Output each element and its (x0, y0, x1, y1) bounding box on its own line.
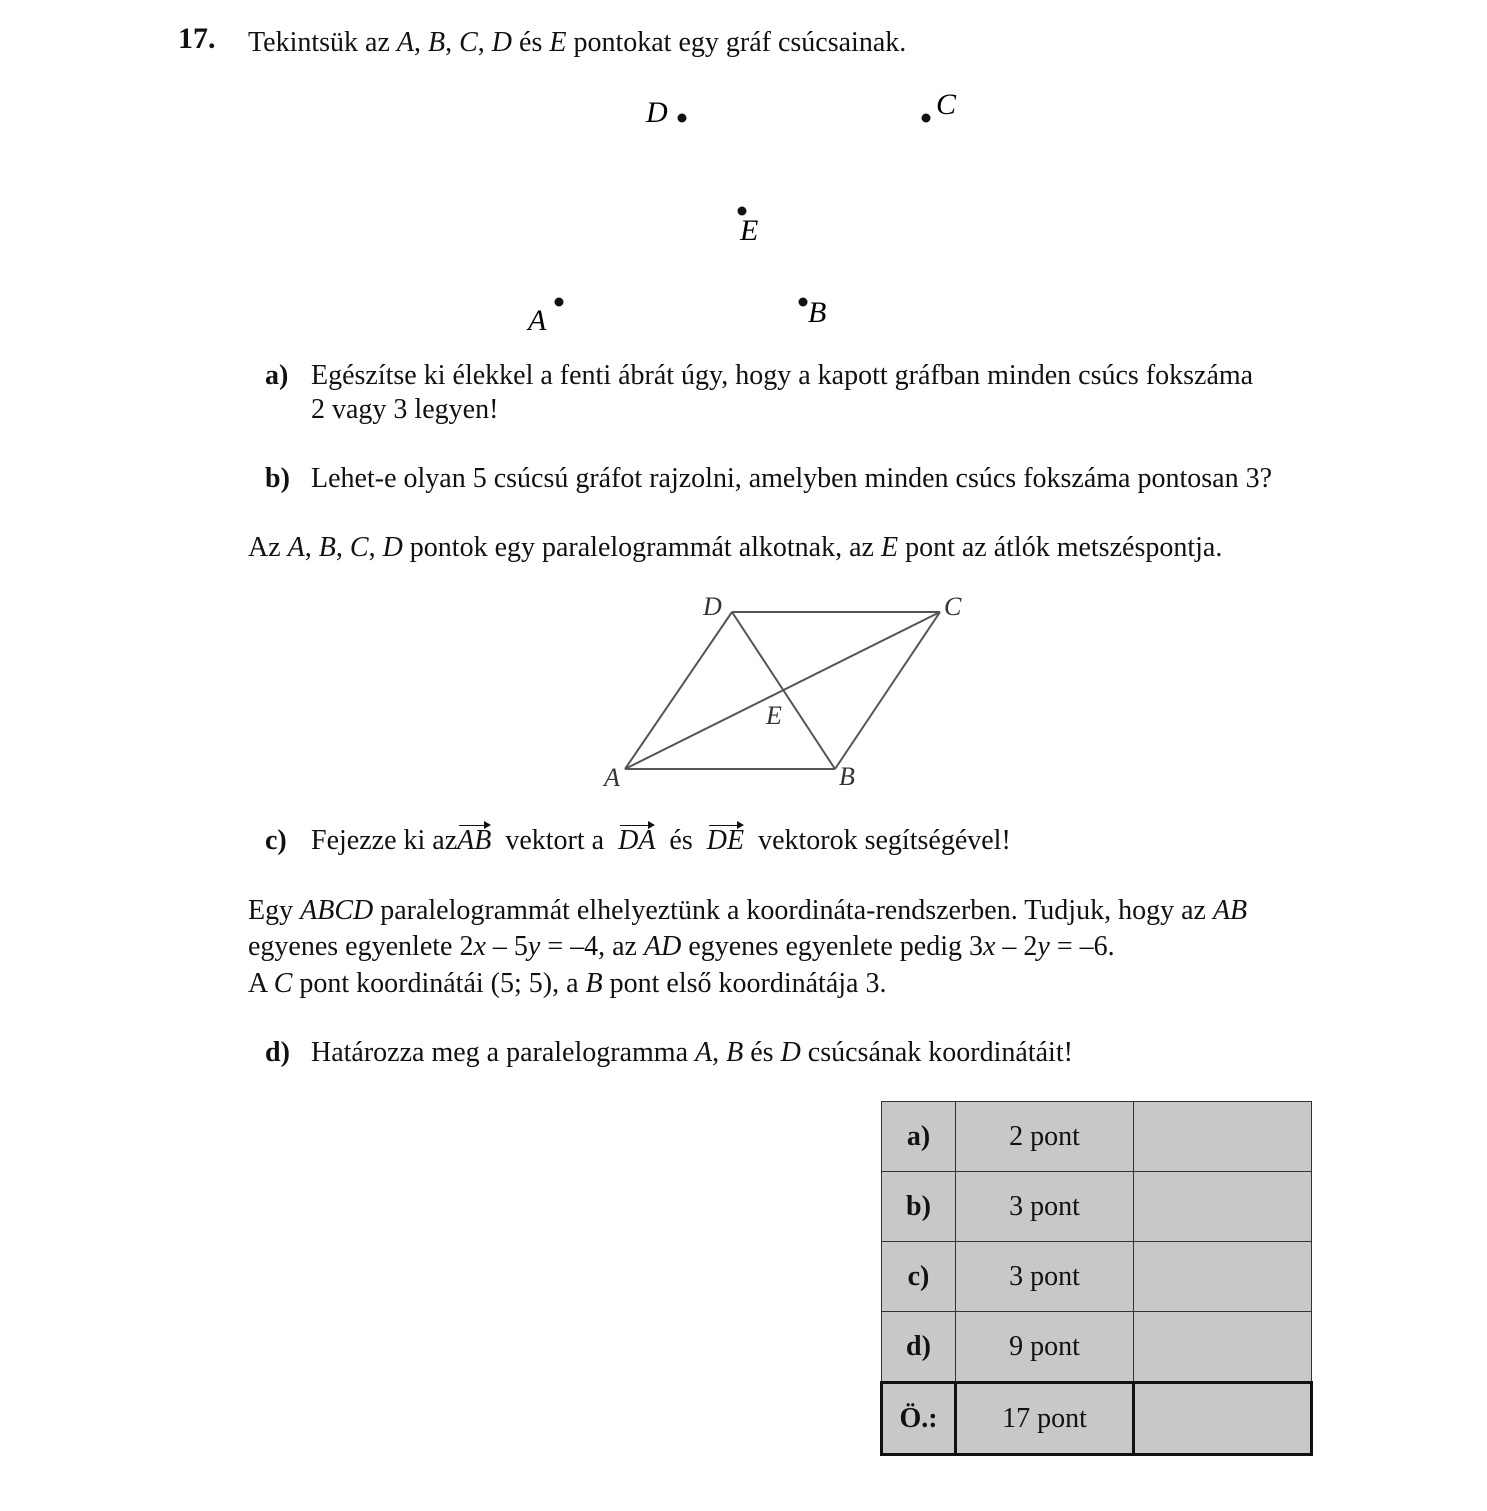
diagonal-BD (732, 612, 835, 769)
score-earned-cell[interactable] (1134, 1242, 1312, 1312)
part-a-line1: a) Egészítse ki élekkel a fenti ábrát úgy, hogy a kapott gráfban minden csúcs fokszáma (265, 358, 1253, 394)
vertex-B-label: B (808, 296, 827, 329)
parallelogram-intro: Az A, B, C, D pontok egy paralelogrammát alkotnak, az E pont az átlók metszéspontja. (248, 532, 1223, 563)
vertex-D-dot (678, 114, 687, 123)
score-earned-cell[interactable] (1134, 1172, 1312, 1242)
score-part-label: c) (882, 1242, 956, 1312)
part-a-line2: 2 vagy 3 legyen! (311, 394, 499, 425)
score-row-a (882, 1102, 1312, 1172)
part-b-label: b) (265, 463, 290, 494)
vertex-A-label: A (528, 304, 547, 337)
score-part-label: d) (882, 1312, 956, 1383)
fig-label-E: E (766, 701, 782, 730)
problem-number: 17. (178, 22, 216, 55)
fig-label-A: A (604, 763, 620, 792)
problem-intro: Tekintsük az A, B, C, D és E pontokat egy gráf csúcsainak. (248, 27, 907, 58)
score-part-label: b) (882, 1172, 956, 1242)
score-points: 2 pont (956, 1102, 1134, 1172)
vertex-A-dot (555, 298, 564, 307)
score-earned-cell[interactable] (1134, 1312, 1312, 1383)
fig-label-C: C (944, 592, 962, 621)
part-a-label: a) (265, 360, 289, 391)
score-points: 9 pont (956, 1312, 1134, 1383)
part-b: b) Lehet-e olyan 5 csúcsú gráfot rajzolni, amelyben minden csúcs fokszáma pontosan 3? (265, 461, 1272, 497)
vertex-E-label: E (740, 214, 759, 247)
part-d-label: d) (265, 1037, 290, 1068)
score-points: 3 pont (956, 1242, 1134, 1312)
fig-label-D: D (703, 592, 722, 621)
part-d: d) Határozza meg a paralelogramma A, B és D csúcsának koordinátáit! (265, 1035, 1073, 1071)
score-points: 3 pont (956, 1172, 1134, 1242)
vector-DA: DA (618, 823, 655, 859)
coord-text-line3: A C pont koordinátái (5; 5), a B pont első koordinátája 3. (248, 968, 887, 999)
part-c-label: c) (265, 825, 287, 856)
score-earned-cell[interactable] (1134, 1102, 1312, 1172)
part-c: c) Fejezze ki azAB vektort a DA és DE vektorok segítségével! (265, 823, 1011, 859)
vector-DE: DE (707, 823, 744, 859)
side-DA (625, 612, 732, 769)
score-table (880, 1101, 1313, 1456)
score-total-earned-cell[interactable] (1134, 1383, 1312, 1455)
vertex-C-dot (922, 114, 931, 123)
vertex-B-dot (799, 298, 808, 307)
vector-AB: AB (457, 823, 491, 859)
score-part-label: a) (882, 1102, 956, 1172)
score-row-d (882, 1312, 1312, 1383)
vertex-C-label: C (936, 88, 957, 121)
score-total-points: 17 pont (956, 1383, 1134, 1455)
vertex-D-label: D (646, 96, 668, 129)
coord-text-line2: egyenes egyenlete 2x – 5y = –4, az AD egyenes egyenlete pedig 3x – 2y = –6. (248, 931, 1115, 962)
parallelogram-figure (0, 580, 1487, 800)
score-row-total (882, 1383, 1312, 1455)
score-row-b (882, 1172, 1312, 1242)
coord-text-line1: Egy ABCD paralelogrammát elhelyeztünk a koordináta-rendszerben. Tudjuk, hogy az AB (248, 895, 1248, 926)
fig-label-B: B (839, 762, 855, 791)
score-row-c (882, 1242, 1312, 1312)
score-total-label: Ö.: (882, 1383, 956, 1455)
side-BC (835, 612, 940, 769)
graph-vertices-figure (0, 0, 1487, 350)
